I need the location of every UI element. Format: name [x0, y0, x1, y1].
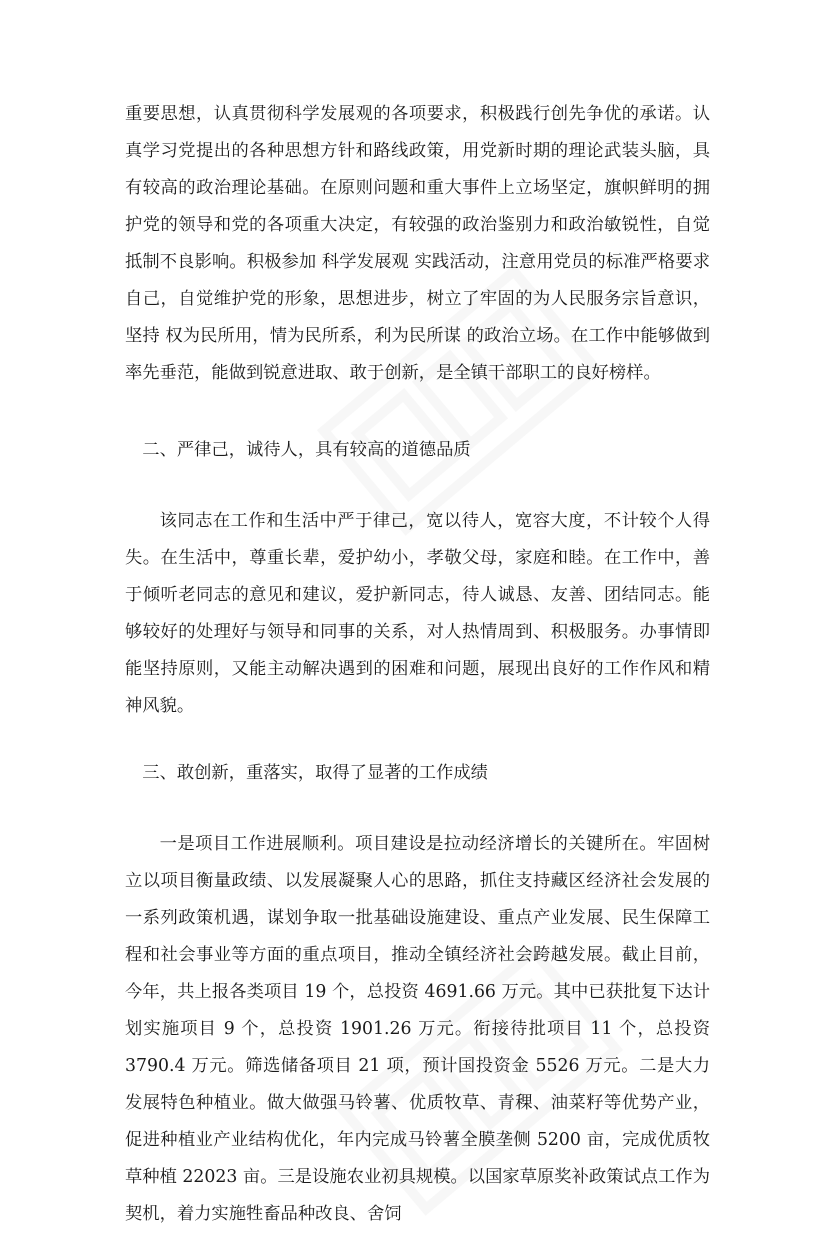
document-body [125, 96, 710, 1233]
paragraph-spacer [125, 392, 710, 432]
paragraph-political-thought: 重要思想，认真贯彻科学发展观的各项要求，积极践行创先争优的承诺。认真学习党提出的各种思想方针和路线政策，用党新时期的理论武装头脑，具有较高的政治理论基础。在原则问题和重大事件上立场坚定，旗帜鲜明的拥护党的领导和党的各项重大决定，有较强的政治鉴别力和政治敏锐性，自觉抵制不良影响。积极参加 科学发展观 实践活动，注意用党员的标准严格要求自己，自觉维护党的形象，思想进步，树立了牢固的为人民服务宗旨意识，坚持 权为民所用，情为民所系，利为民所谋 的政治立场。在工作中能够做到率先垂范，能做到锐意进取、敢于创新，是全镇干部职工的良好榜样。 [125, 104, 710, 383]
paragraph-spacer [125, 469, 710, 503]
paragraph-spacer [125, 792, 710, 826]
paragraph-moral-quality: 该同志在工作和生活中严于律己，宽以待人，宽容大度，不计较个人得失。在生活中，尊重长辈，爱护幼小，孝敬父母，家庭和睦。在工作中，善于倾听老同志的意见和建议，爱护新同志，待人诚恳、友善、团结同志。能够较好的处理好与领导和同事的关系，对人热情周到、积极服务。办事情即能坚持原则，又能主动解决遇到的困难和问题，展现出良好的工作作风和精神风貌。 [125, 511, 710, 716]
section-heading-3: 三、敢创新，重落实，取得了显著的工作成绩 [142, 763, 488, 783]
paragraph-spacer [125, 725, 710, 755]
section-heading-2: 二、严律己，诚待人，具有较高的道德品质 [142, 440, 471, 460]
paragraph-work-achievements: 一是项目工作进展顺利。项目建设是拉动经济增长的关键所在。牢固树立以项目衡量政绩、以发展凝聚人心的思路，抓住支持藏区经济社会发展的一系列政策机遇，谋划争取一批基础设施建设、重点产业发展、民生保障工程和社会事业等方面的重点项目，推动全镇经济社会跨越发展。截止目前，今年，共上报各类项目 19 个，总投资 4691.66 万元。其中已获批复下达计划实施项目 9 个，总投资 1901.26 万元。衔接待批项目 11 个，总投资 3790.4 万元。筛选储备项目 21 项，预计国投资金 5526 万元。二是大力发展特色种植业。做大做强马铃薯、优质牧草、青稞、油菜籽等优势产业，促进种植业产业结构优化，年内完成马铃薯全膜垄侧 5200 亩，完成优质牧草种植 22023 亩。三是设施农业初具规模。以国家草原奖补政策试点工作为契机，着力实施牲畜品种改良、舍饲 [125, 834, 710, 1224]
